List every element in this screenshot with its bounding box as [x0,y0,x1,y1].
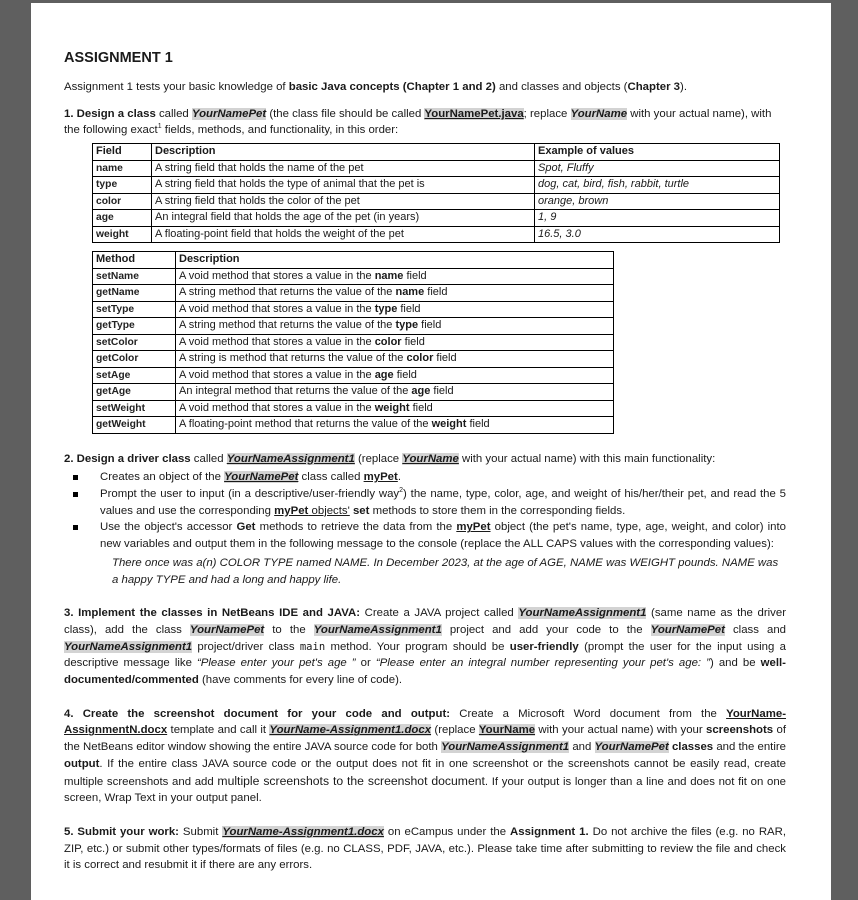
document-page [31,3,831,900]
section-2: 2. Design a driver class called YourNameAssignment1 (replace YourName with your actual name) with this main functionality: Creates an object of the YourNamePet class called myPet. Prompt the user to input (in a descriptive/user-friendly way$^2$) the name, type, color, age, and weight of his/her/their pet, and read the 5 values and use the corresponding myPet objects' set methods to store them in the corresponding fields. Use the object's accessor Get methods to retrieve the data from the myPet object (the pet's name, type, age, weight, and color) into new variables and output them in the following message to the console (replace the ALL CAPS values with the corresponding values): There once was a(n) COLOR TYPE named NAME. In December 2023, at the age of AGE, NAME was WEIGHT pounds. NAME was a happy TYPE and had a long and happy life. [64,451,786,589]
table-cell: A void method that stores a value in the weight field [176,400,614,417]
table-cell-name: type [93,177,152,194]
table-header-row [93,252,614,269]
table-cell-name: name [93,160,152,177]
table-cell: A floating-point method that returns the value of the weight field [176,417,614,434]
fields-table [92,143,780,243]
table-cell: An integral method that returns the value of the age field [176,384,614,401]
table-cell-name: setName [93,268,176,285]
table-row [93,417,614,434]
table-row [93,400,614,417]
table-cell: A string field that holds the color of the pet [152,193,535,210]
section-3: 3. Implement the classes in NetBeans IDE and JAVA: Create a JAVA project called YourNameAssignment1 (same name as the driver class), add the class YourNamePet to the YourNameAssignment1 project and add your code to the YourNamePet class and YourNameAssignment1 project/driver class main method. Your program should be user-friendly (prompt the user for the input using a descriptive message like “Please enter your pet's age ” or “Please enter an integral number representing your pet's age: ”) and be well-documented/commented (have comments for every line of code). [64,607,787,687]
section-2-list [64,469,786,553]
header-description: Description [176,252,614,269]
table-cell-name: getName [93,285,176,302]
table-cell: A floating-point field that holds the weight of the pet [152,226,535,243]
table-cell-name: getType [93,318,176,335]
table-cell: A void method that stores a value in the age field [176,367,614,384]
table-cell-name: weight [93,226,152,243]
table-cell: orange, brown [535,193,780,210]
table-cell: A string field that holds the name of the pet [152,160,535,177]
table-cell: An integral field that holds the age of the pet (in years) [152,210,535,227]
table-cell: A void method that stores a value in the color field [176,334,614,351]
section-4: 4. Create the screenshot document for your code and output: Create a Microsoft Word document from the YourName-AssignmentN.docx template and call it YourName-Assignment1.docx (replace YourName with your actual name) with your screenshots of the NetBeans editor window showing the entire JAVA source code for both YourNameAssignment1 and YourNamePet classes and the entire output. If the entire class JAVA source code or the output does not fit in one screenshot or the screenshots cannot be easily read, create multiple screenshots and add multiple screenshots to the screenshot document. If your output is longer than a line and does not fit on one screen, Wrap Text in your output panel. [64,707,787,805]
list-item: Prompt the user to input (in a descriptive/user-friendly way$^2$) the name, type, color, age, and weight of his/her/their pet, and read the 5 values and use the corresponding myPet objects' set methods to store them in the corresponding fields. [100,486,786,519]
header-example: Example of values [535,144,780,161]
table-row [93,384,614,401]
section-5: 5. Submit your work: Submit YourName-Assignment1.docx on eCampus under the Assignment 1. Do not archive the files (e.g. no RAR, ZIP, etc.) or submit other types/formats of files (e.g. no CLASS, PDF, JAVA, etc.). Please take time after submitting to review the file and check it is correct and resubmit it if there are any errors. [64,825,787,872]
table-row [93,367,614,384]
table-cell: A void method that stores a value in the type field [176,301,614,318]
table-cell: A string method that returns the value of the type field [176,318,614,335]
table-row [93,193,780,210]
table-cell-name: getAge [93,384,176,401]
table-row [93,177,780,194]
intro-paragraph: Assignment 1 tests your basic knowledge of basic Java concepts (Chapter 1 and 2) and classes and objects (Chapter 3). [64,81,687,93]
table-row [93,226,780,243]
table-cell-name: color [93,193,152,210]
table-cell: A void method that stores a value in the name field [176,268,614,285]
table-cell-name: getWeight [93,417,176,434]
table-cell: Spot, Fluffy [535,160,780,177]
header-field: Field [93,144,152,161]
table-cell-name: setType [93,301,176,318]
output-message-example: There once was a(n) COLOR TYPE named NAME. In December 2023, at the age of AGE, NAME was WEIGHT pounds. NAME was a happy TYPE and had a long and happy life. [112,556,779,586]
table-row [93,318,614,335]
table-cell: 1, 9 [535,210,780,227]
table-cell-name: getColor [93,351,176,368]
table-cell-name: age [93,210,152,227]
list-item: Creates an object of the YourNamePet class called myPet. [100,469,786,486]
table-row [93,160,780,177]
table-cell: A string is method that returns the value of the color field [176,351,614,368]
methods-table [92,251,614,434]
list-item: Use the object's accessor Get methods to retrieve the data from the myPet object (the pet's name, type, age, weight, and color) into new variables and output them in the following message to the console (replace the ALL CAPS values with the corresponding values): [100,519,786,552]
table-cell: dog, cat, bird, fish, rabbit, turtle [535,177,780,194]
table-row [93,351,614,368]
table-header-row [93,144,780,161]
table-row [93,285,614,302]
table-row [93,210,780,227]
table-cell-name: setWeight [93,400,176,417]
header-method: Method [93,252,176,269]
table-cell: 16.5, 3.0 [535,226,780,243]
section-1-text: 1. Design a class called YourNamePet (the class file should be called YourNamePet.java; replace YourName with your actual name), with the following exact$^1$ fields, methods, and functionality, in this order: [64,107,772,137]
table-cell-name: setAge [93,367,176,384]
table-row [93,268,614,285]
table-cell: A string field that holds the type of animal that the pet is [152,177,535,194]
header-description: Description [152,144,535,161]
table-cell: A string method that returns the value of the name field [176,285,614,302]
page-title: ASSIGNMENT 1 [64,50,173,66]
table-row [93,334,614,351]
table-row [93,301,614,318]
table-cell-name: setColor [93,334,176,351]
document-content [64,49,786,874]
